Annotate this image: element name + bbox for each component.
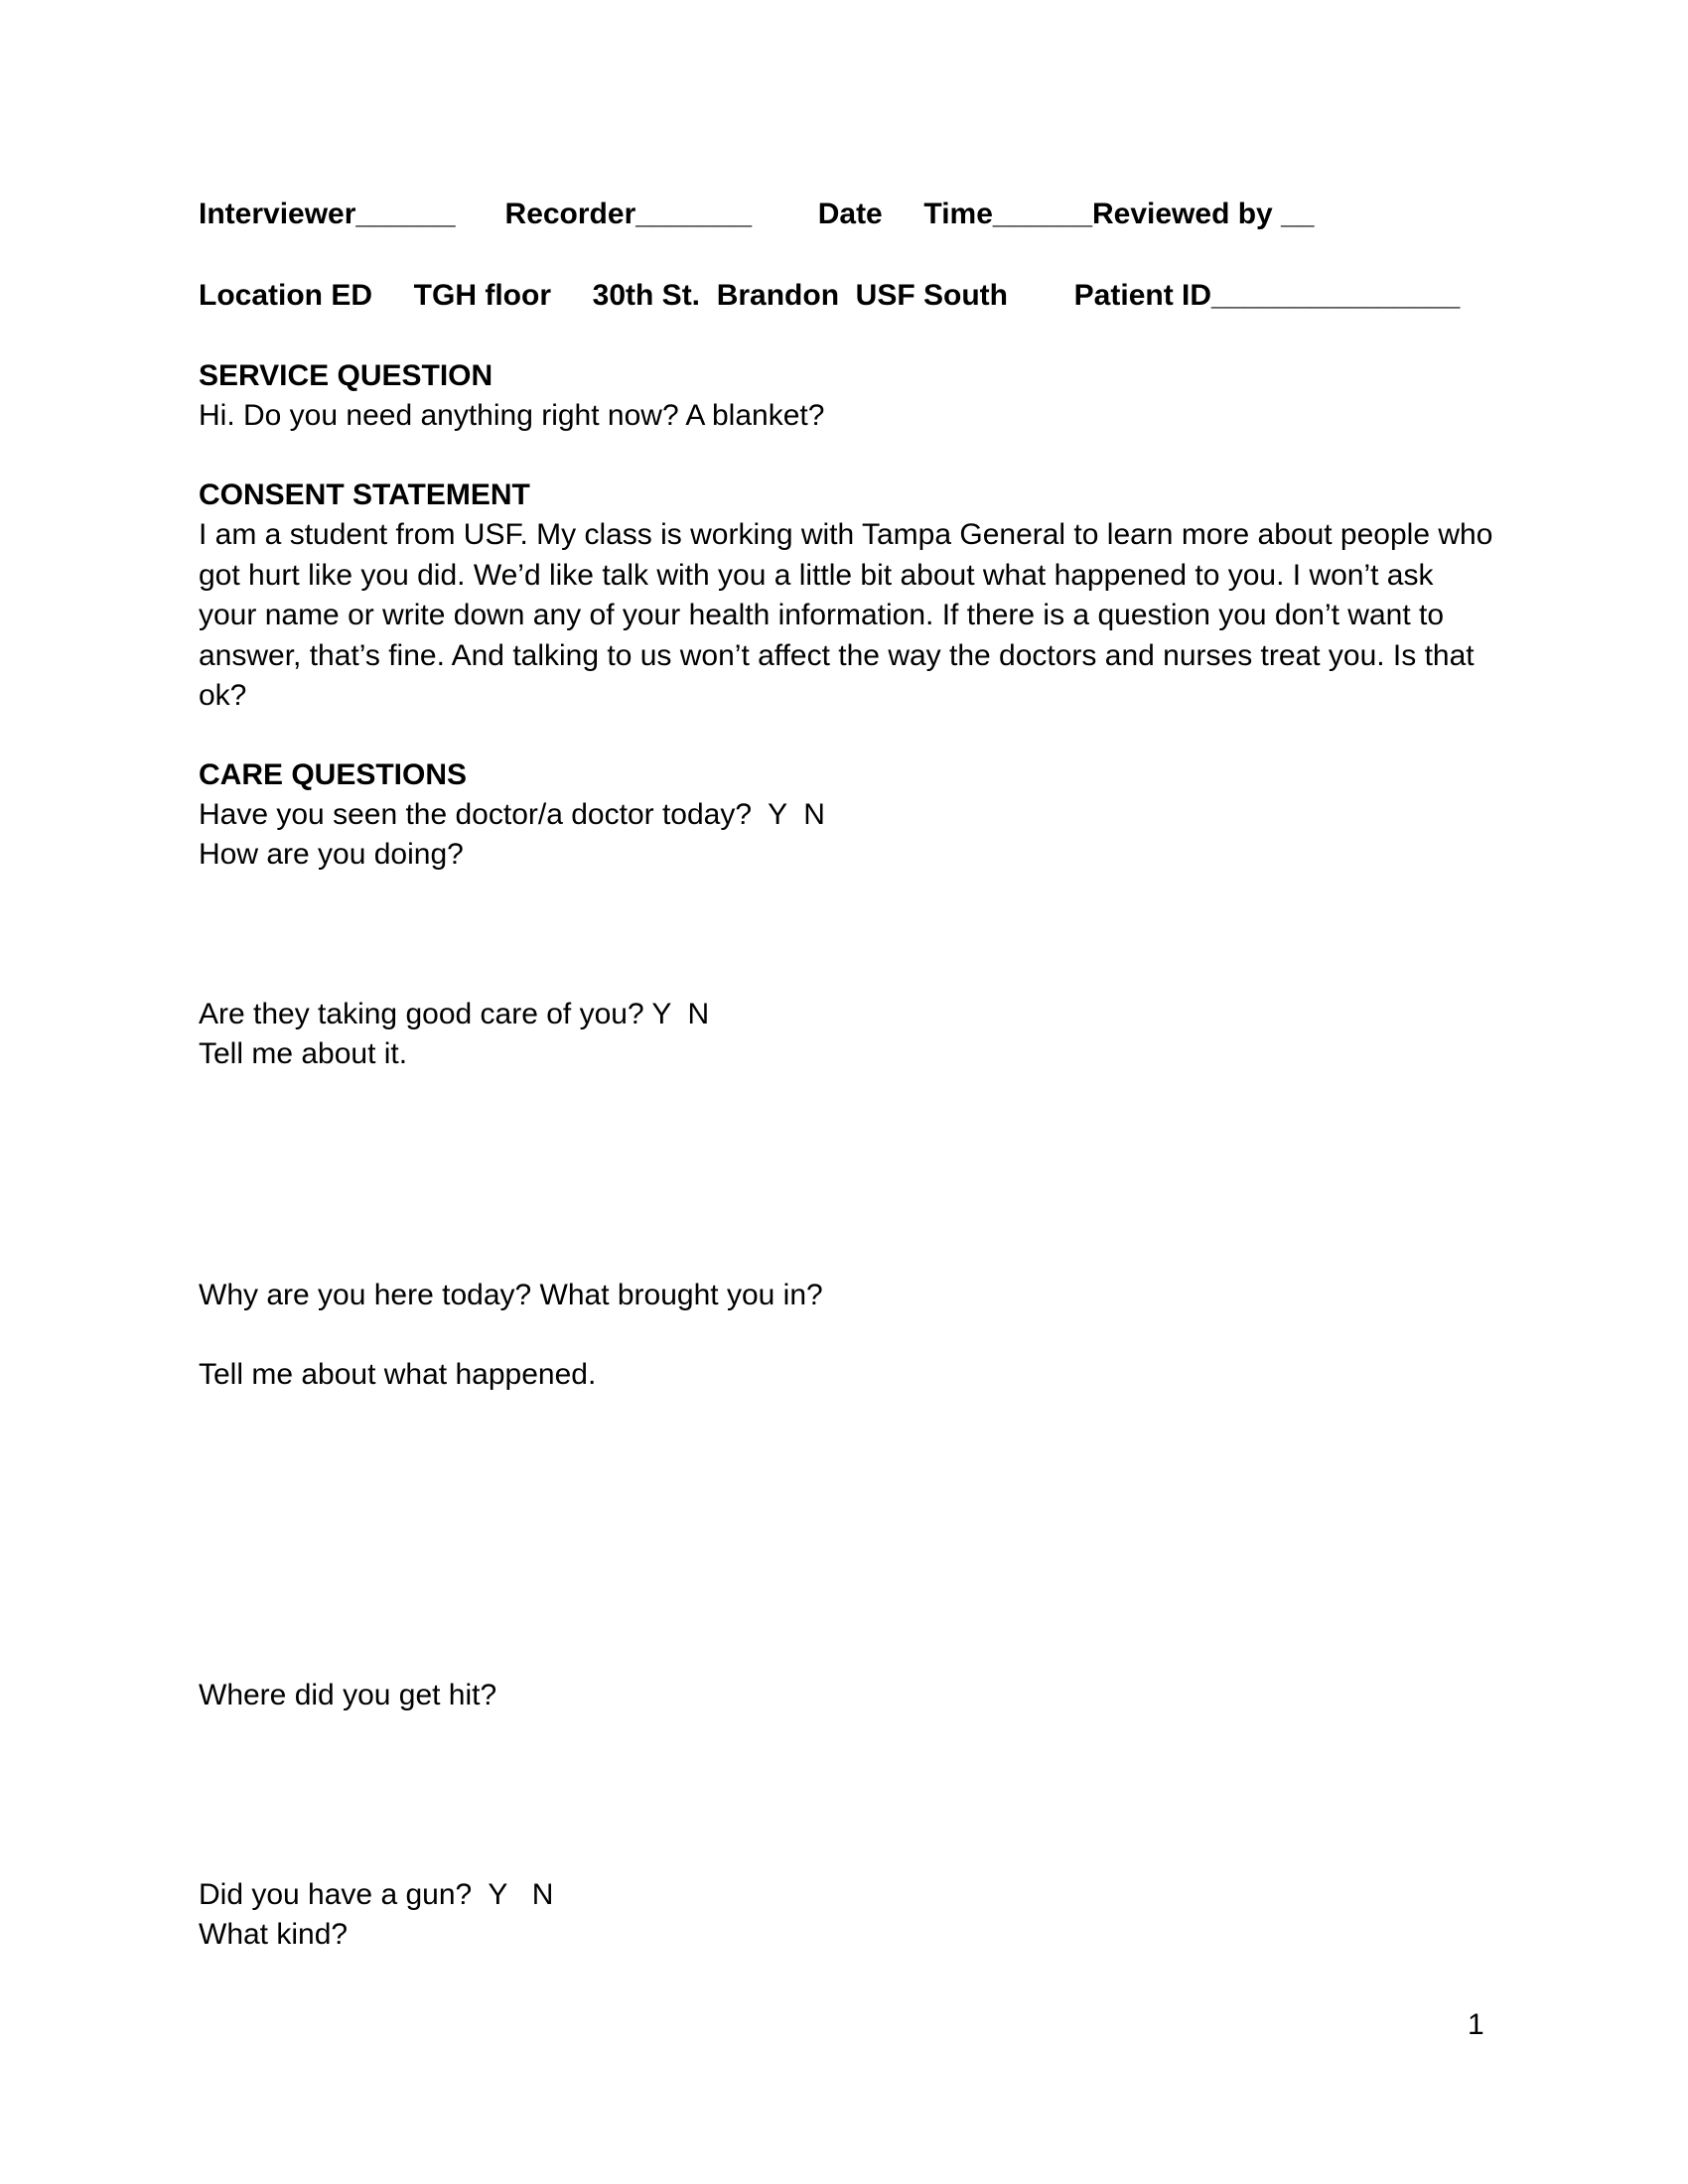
location-patient-row: Location ED TGH floor 30th St. Brandon USF South Patient ID_______________ xyxy=(199,279,1461,312)
header-fields-row: Interviewer______ Recorder_______ Date Time______Reviewed by __ xyxy=(199,198,1315,230)
question-tell-about-it: Tell me about it. xyxy=(199,1037,408,1070)
question-why-here: Why are you here today? What brought you in? xyxy=(199,1279,823,1311)
care-questions-heading: CARE QUESTIONS xyxy=(199,758,468,791)
question-what-happened: Tell me about what happened. xyxy=(199,1358,597,1391)
service-question-heading: SERVICE QUESTION xyxy=(199,359,493,392)
service-question-text: Hi. Do you need anything right now? A blanket? xyxy=(199,399,825,432)
consent-statement-text: I am a student from USF. My class is working with Tampa General to learn more about people who got hurt like you did. We’d like talk with you a little bit about what happened to you. I won’t ask your name or write down any of your health information. If there is a question you don’t want to answer, that’s fine. And talking to us won’t affect the way the doctors and nurses treat you. Is that ok? xyxy=(199,518,1493,712)
consent-statement-heading: CONSENT STATEMENT xyxy=(199,478,530,511)
question-where-hit: Where did you get hit? xyxy=(199,1679,497,1711)
question-have-gun: Did you have a gun? Y N xyxy=(199,1878,554,1911)
question-seen-doctor: Have you seen the doctor/a doctor today? Y N xyxy=(199,798,825,831)
question-how-doing: How are you doing? xyxy=(199,838,464,871)
question-good-care: Are they taking good care of you? Y N xyxy=(199,998,710,1030)
page-number: 1 xyxy=(1468,2008,1484,2041)
question-what-kind: What kind? xyxy=(199,1918,349,1951)
